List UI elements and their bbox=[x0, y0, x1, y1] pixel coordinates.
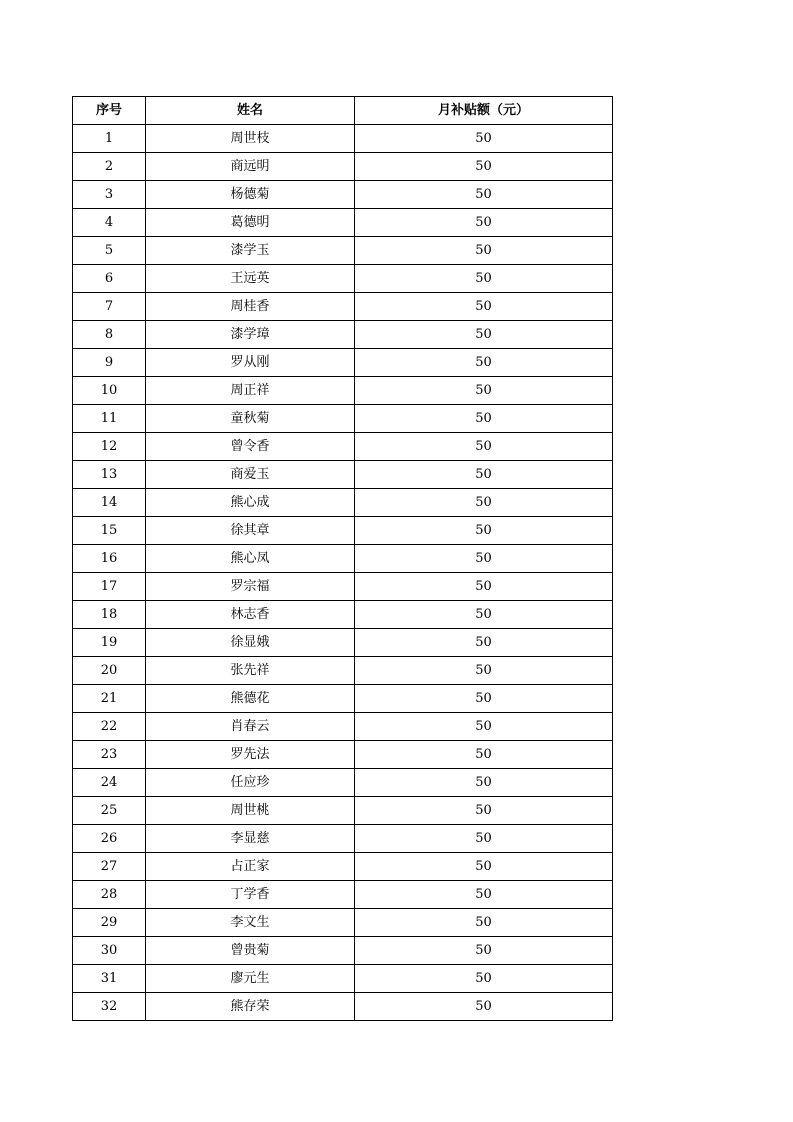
table-row bbox=[73, 769, 613, 797]
row-serial-number: 18 bbox=[73, 601, 146, 629]
row-name: 商远明 bbox=[146, 153, 355, 181]
row-name: 曾令香 bbox=[146, 433, 355, 461]
row-serial-number: 3 bbox=[73, 181, 146, 209]
row-serial-number: 31 bbox=[73, 965, 146, 993]
row-serial-number: 4 bbox=[73, 209, 146, 237]
row-name: 曾贵菊 bbox=[146, 937, 355, 965]
table-row bbox=[73, 209, 613, 237]
row-monthly-subsidy: 50 bbox=[355, 433, 613, 461]
row-name: 杨德菊 bbox=[146, 181, 355, 209]
row-monthly-subsidy: 50 bbox=[355, 461, 613, 489]
row-monthly-subsidy: 50 bbox=[355, 125, 613, 153]
row-name: 漆学璋 bbox=[146, 321, 355, 349]
row-name: 肖春云 bbox=[146, 713, 355, 741]
row-monthly-subsidy: 50 bbox=[355, 237, 613, 265]
row-serial-number: 30 bbox=[73, 937, 146, 965]
row-serial-number: 22 bbox=[73, 713, 146, 741]
row-serial-number: 9 bbox=[73, 349, 146, 377]
row-serial-number: 14 bbox=[73, 489, 146, 517]
table-row bbox=[73, 377, 613, 405]
header-name: 姓名 bbox=[146, 97, 355, 125]
row-name: 罗从刚 bbox=[146, 349, 355, 377]
row-monthly-subsidy: 50 bbox=[355, 153, 613, 181]
row-serial-number: 20 bbox=[73, 657, 146, 685]
table-body bbox=[73, 125, 613, 1021]
row-serial-number: 23 bbox=[73, 741, 146, 769]
row-name: 熊心成 bbox=[146, 489, 355, 517]
row-name: 张先祥 bbox=[146, 657, 355, 685]
row-serial-number: 2 bbox=[73, 153, 146, 181]
subsidy-table bbox=[72, 96, 613, 1021]
row-serial-number: 26 bbox=[73, 825, 146, 853]
row-name: 占正家 bbox=[146, 853, 355, 881]
row-name: 商爱玉 bbox=[146, 461, 355, 489]
row-name: 熊心凤 bbox=[146, 545, 355, 573]
row-serial-number: 19 bbox=[73, 629, 146, 657]
table-row bbox=[73, 825, 613, 853]
row-monthly-subsidy: 50 bbox=[355, 181, 613, 209]
row-serial-number: 27 bbox=[73, 853, 146, 881]
row-monthly-subsidy: 50 bbox=[355, 797, 613, 825]
table-row bbox=[73, 573, 613, 601]
row-serial-number: 6 bbox=[73, 265, 146, 293]
row-monthly-subsidy: 50 bbox=[355, 265, 613, 293]
table-row bbox=[73, 993, 613, 1021]
table-row bbox=[73, 881, 613, 909]
row-serial-number: 1 bbox=[73, 125, 146, 153]
row-name: 徐其章 bbox=[146, 517, 355, 545]
table-row bbox=[73, 125, 613, 153]
row-serial-number: 7 bbox=[73, 293, 146, 321]
row-name: 罗先法 bbox=[146, 741, 355, 769]
row-monthly-subsidy: 50 bbox=[355, 993, 613, 1021]
row-name: 周世枝 bbox=[146, 125, 355, 153]
row-serial-number: 8 bbox=[73, 321, 146, 349]
row-monthly-subsidy: 50 bbox=[355, 685, 613, 713]
row-monthly-subsidy: 50 bbox=[355, 321, 613, 349]
header-monthly-subsidy: 月补贴额（元） bbox=[355, 97, 613, 125]
table-row bbox=[73, 545, 613, 573]
row-name: 葛德明 bbox=[146, 209, 355, 237]
row-monthly-subsidy: 50 bbox=[355, 937, 613, 965]
table-header-row bbox=[73, 97, 613, 125]
row-name: 丁学香 bbox=[146, 881, 355, 909]
row-monthly-subsidy: 50 bbox=[355, 405, 613, 433]
table-row bbox=[73, 321, 613, 349]
header-serial-number: 序号 bbox=[73, 97, 146, 125]
row-name: 熊存荣 bbox=[146, 993, 355, 1021]
table-row bbox=[73, 489, 613, 517]
row-monthly-subsidy: 50 bbox=[355, 377, 613, 405]
table-row bbox=[73, 713, 613, 741]
row-monthly-subsidy: 50 bbox=[355, 545, 613, 573]
row-serial-number: 28 bbox=[73, 881, 146, 909]
table-row bbox=[73, 937, 613, 965]
row-serial-number: 29 bbox=[73, 909, 146, 937]
row-serial-number: 21 bbox=[73, 685, 146, 713]
table-row bbox=[73, 853, 613, 881]
row-monthly-subsidy: 50 bbox=[355, 741, 613, 769]
row-name: 李文生 bbox=[146, 909, 355, 937]
row-monthly-subsidy: 50 bbox=[355, 909, 613, 937]
row-monthly-subsidy: 50 bbox=[355, 825, 613, 853]
row-serial-number: 25 bbox=[73, 797, 146, 825]
row-monthly-subsidy: 50 bbox=[355, 209, 613, 237]
table-row bbox=[73, 153, 613, 181]
row-name: 林志香 bbox=[146, 601, 355, 629]
row-monthly-subsidy: 50 bbox=[355, 601, 613, 629]
row-serial-number: 12 bbox=[73, 433, 146, 461]
table-row bbox=[73, 965, 613, 993]
row-name: 漆学玉 bbox=[146, 237, 355, 265]
table-row bbox=[73, 797, 613, 825]
row-serial-number: 32 bbox=[73, 993, 146, 1021]
table-row bbox=[73, 601, 613, 629]
row-serial-number: 10 bbox=[73, 377, 146, 405]
row-name: 熊德花 bbox=[146, 685, 355, 713]
table-row bbox=[73, 909, 613, 937]
table-row bbox=[73, 433, 613, 461]
table-row bbox=[73, 237, 613, 265]
row-monthly-subsidy: 50 bbox=[355, 489, 613, 517]
row-name: 李显慈 bbox=[146, 825, 355, 853]
row-serial-number: 11 bbox=[73, 405, 146, 433]
table-row bbox=[73, 517, 613, 545]
row-monthly-subsidy: 50 bbox=[355, 517, 613, 545]
row-serial-number: 17 bbox=[73, 573, 146, 601]
row-serial-number: 15 bbox=[73, 517, 146, 545]
row-name: 罗宗福 bbox=[146, 573, 355, 601]
row-name: 徐显娥 bbox=[146, 629, 355, 657]
table-row bbox=[73, 741, 613, 769]
row-monthly-subsidy: 50 bbox=[355, 349, 613, 377]
row-name: 任应珍 bbox=[146, 769, 355, 797]
row-monthly-subsidy: 50 bbox=[355, 629, 613, 657]
row-serial-number: 16 bbox=[73, 545, 146, 573]
row-name: 周桂香 bbox=[146, 293, 355, 321]
table-row bbox=[73, 461, 613, 489]
row-monthly-subsidy: 50 bbox=[355, 965, 613, 993]
row-name: 周世桃 bbox=[146, 797, 355, 825]
table-row bbox=[73, 657, 613, 685]
table-row bbox=[73, 265, 613, 293]
row-monthly-subsidy: 50 bbox=[355, 293, 613, 321]
table-row bbox=[73, 629, 613, 657]
row-monthly-subsidy: 50 bbox=[355, 881, 613, 909]
subsidy-table-container bbox=[72, 96, 613, 1021]
row-serial-number: 24 bbox=[73, 769, 146, 797]
row-monthly-subsidy: 50 bbox=[355, 769, 613, 797]
row-serial-number: 5 bbox=[73, 237, 146, 265]
table-row bbox=[73, 349, 613, 377]
table-row bbox=[73, 181, 613, 209]
row-monthly-subsidy: 50 bbox=[355, 853, 613, 881]
table-row bbox=[73, 405, 613, 433]
row-monthly-subsidy: 50 bbox=[355, 657, 613, 685]
row-name: 童秋菊 bbox=[146, 405, 355, 433]
row-name: 王远英 bbox=[146, 265, 355, 293]
row-monthly-subsidy: 50 bbox=[355, 713, 613, 741]
table-row bbox=[73, 293, 613, 321]
row-name: 周正祥 bbox=[146, 377, 355, 405]
table-row bbox=[73, 685, 613, 713]
row-monthly-subsidy: 50 bbox=[355, 573, 613, 601]
row-name: 廖元生 bbox=[146, 965, 355, 993]
row-serial-number: 13 bbox=[73, 461, 146, 489]
